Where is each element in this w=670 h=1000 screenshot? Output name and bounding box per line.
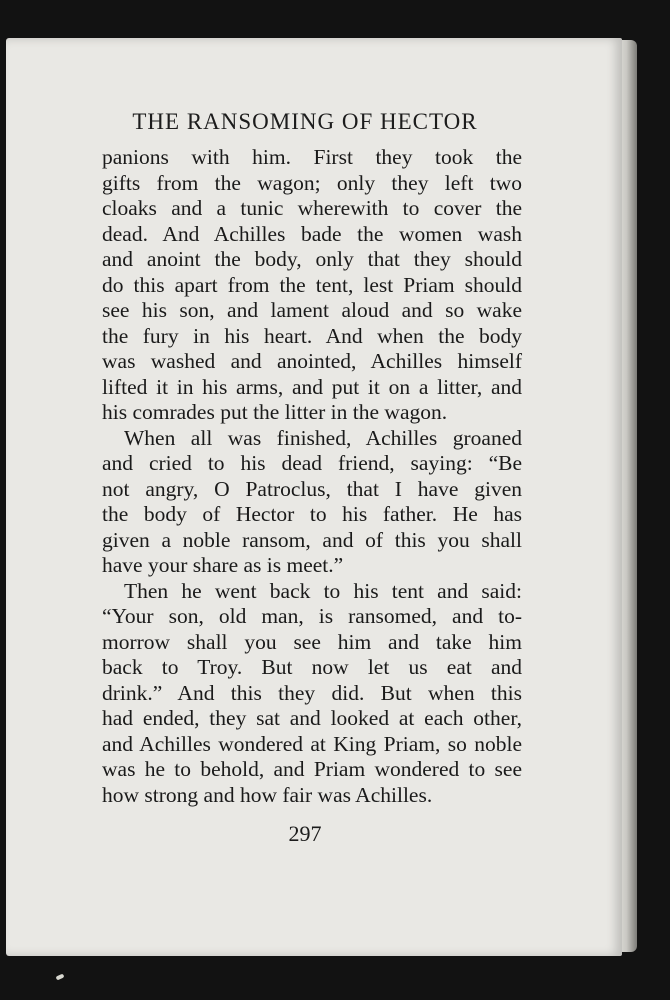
text-line: do this apart from the tent, lest Priam should xyxy=(102,272,522,297)
text-line: not angry, O Patroclus, that I have given xyxy=(102,476,522,501)
text-line: morrow shall you see him and take him xyxy=(102,629,522,654)
text-line: and Achilles wondered at King Priam, so noble xyxy=(102,731,522,756)
text-line: given a noble ransom, and of this you shall xyxy=(102,527,522,552)
book-page xyxy=(6,38,622,956)
text-line: lifted it in his arms, and put it on a litter, and xyxy=(102,374,522,399)
text-line: drink.” And this they did. But when this xyxy=(102,680,522,705)
text-line: dead. And Achilles bade the women wash xyxy=(102,221,522,246)
text-line: was washed and anointed, Achilles himself xyxy=(102,349,522,373)
running-head: THE RANSOMING OF HECTOR xyxy=(132,109,478,134)
text-line: had ended, they sat and looked at each other, xyxy=(102,706,522,730)
text-line: Then he went back to his tent and said: xyxy=(124,578,522,603)
dust-speck xyxy=(56,973,65,980)
text-line: cloaks and a tunic wherewith to cover the xyxy=(102,196,522,220)
text-line: “Your son, old man, is ransomed, and to- xyxy=(102,604,522,628)
text-line: and anoint the body, only that they should xyxy=(102,247,522,271)
text-line: see his son, and lament aloud and so wake xyxy=(102,298,522,322)
body-text xyxy=(102,145,522,808)
text-line: his comrades put the litter in the wagon. xyxy=(102,400,448,424)
text-line: how strong and how fair was Achilles. xyxy=(102,782,433,807)
text-line: When all was finished, Achilles groaned xyxy=(124,425,522,450)
text-line: was he to behold, and Priam wondered to see xyxy=(102,757,522,781)
text-line: have your share as is meet.” xyxy=(102,553,344,577)
text-line: the body of Hector to his father. He has xyxy=(102,502,522,526)
page-number: 297 xyxy=(288,821,322,846)
text-line: gifts from the wagon; only they left two xyxy=(102,170,522,195)
text-line: panions with him. First they took the xyxy=(102,145,522,169)
text-line: and cried to his dead friend, saying: “Be xyxy=(102,451,522,475)
text-line: the fury in his heart. And when the body xyxy=(102,323,522,348)
text-line: back to Troy. But now let us eat and xyxy=(102,655,522,679)
